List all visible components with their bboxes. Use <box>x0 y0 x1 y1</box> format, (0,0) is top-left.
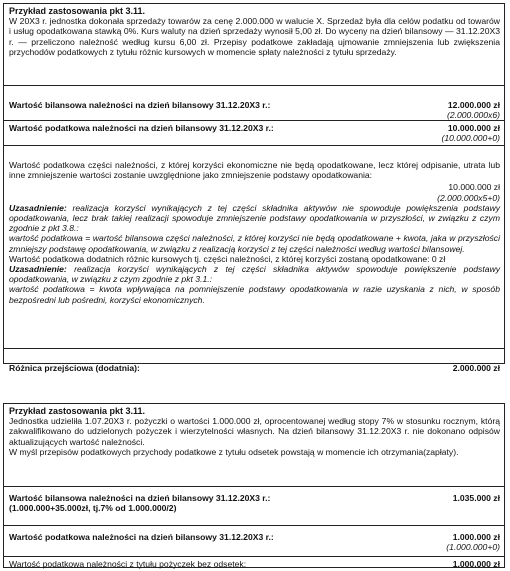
loan-tax-amount: 1.000.000 zł <box>452 532 500 542</box>
formula-1: wartość podatkowa = wartość bilansowa części należności, z której korzyści nie będą opodatkowane + kwota, jaka w przyszłości zmniejszy podstawę opodatkowania, w związku z realizacją korzyści z tej części należności według wartości bilansowej. <box>9 233 500 254</box>
example-2-box <box>3 403 505 568</box>
loan-tax-row <box>9 532 500 542</box>
balance-label: Wartość bilansowa należności na dzień bilansowy 31.12.20X3 r.: <box>9 100 271 110</box>
justification-2-label: Uzasadnienie: <box>9 264 67 275</box>
diff-row <box>9 363 500 373</box>
example-1-title: Przykład zastosowania pkt 3.11. <box>9 6 146 16</box>
balance-row <box>9 100 500 110</box>
part-text: Wartość podatkowa części należności, z której korzyści ekonomiczne nie będą opodatkowane, lecz której odpisanie, utrata lub inne zmniejszenie wartości zostanie uwzględnione jako zmniejszenie podstawy opodatkowania: <box>9 160 500 181</box>
example-1-box <box>3 3 505 373</box>
loan-balance-amount: 1.035.000 zł <box>452 493 500 503</box>
example-2-intro: Jednostka udzieliła 1.07.20X3 r. pożyczki o wartości 1.000.000 zł, oprocentowanej według stopy 7% w stosunku rocznym, którą zakwalifikowano do udzielonych pożyczek i wierzytelności własnych. Na dzień bilansowy 31.12.20X3 r. nie dokonano odpisów aktualizujących wartość należności. <box>9 416 500 447</box>
loan-balance-row <box>9 493 500 513</box>
example-2-intro-2: W myśl przepisów podatkowych przychody podatkowe z tytułu odsetek powstają w momencie ich otrzymania(zapłaty). <box>9 446 459 457</box>
loan-balance-label: Wartość bilansowa należności na dzień bilansowy 31.12.20X3 r.: <box>9 493 271 503</box>
formula-2: wartość podatkowa = kwota wpływająca na pomniejszenie podstawy opodatkowania w razie uzyskania z nich, w sposób bezpośredni lub pośredni, korzyści ekonomicznych. <box>9 284 500 305</box>
diff-amount: 2.000.000 zł <box>452 363 500 373</box>
example-2-balance-section <box>4 486 504 525</box>
justification-2-text: realizacja korzyści wynikających z tej części składnika aktywów spowoduje powiększenie podstawy opodatkowania, w związku z czym zgodnie z pkt 3.1.: <box>9 264 500 285</box>
justification-1-label: Uzasadnienie: <box>9 202 67 213</box>
example-1-intro: W 20X3 r. jednostka dokonała sprzedaży towarów za cenę 2.000.000 w walucie X. Sprzedaż była dla celów podatku od towarów i usług opodatkowana stawką 0%. Kurs waluty na dzień sprzedaży wynosił 5,00 zł. Do wyceny na dzień bilansowy — 31.12.20X3 r. — przeliczono należność według kursu 6,00 zł. Przepisy podatkowe zakładają ujmowanie zmniejszenia lub zwiększenia przychodów podatkowych z tytułu różnic kursowych w momencie spłaty należności z tytułu sprzedaży. <box>9 16 500 57</box>
balance-amount: 12.000.000 zł <box>447 100 500 110</box>
loan-balance-calc: (1.000.000+35.000zł, tj.7% od 1.000.000/2) <box>9 503 177 514</box>
part-calc: (2.000.000x5+0) <box>437 192 500 203</box>
justification-1 <box>9 203 500 234</box>
justification-2 <box>9 264 500 284</box>
example-1-intro-section <box>4 4 504 85</box>
diff-label: Różnica przejściowa (dodatnia): <box>9 363 140 373</box>
balance-calc: (2.000.000x6) <box>446 110 500 121</box>
loan-row <box>9 559 500 569</box>
justification-1-text: realizacja korzyści wynikających z tej części składnika aktywów nie spowoduje powiększenia podstawy opodatkowania, lecz brak takiej realizacji spowoduje zmniejszenie podstawy opodatkowania w przyszłości, w związku z czym zgodnie z pkt 3.8.: <box>9 202 500 234</box>
tax-label: Wartość podatkowa należności na dzień bilansowy 31.12.20X3 r.: <box>9 123 274 133</box>
loan-tax-calc: (1.000.000+0) <box>446 542 500 553</box>
example-2-loan-section <box>4 556 504 571</box>
example-1-diff-section <box>4 348 504 375</box>
part-amount: 10.000.000 zł <box>448 182 500 193</box>
example-2-tax-section <box>4 525 504 556</box>
loan-label: Wartość podatkowa należności z tytułu pożyczek bez odsetek: <box>9 559 247 569</box>
tax-calc: (10.000.000+0) <box>441 133 500 144</box>
example-1-detail-section <box>4 145 504 348</box>
example-1-tax-section <box>4 120 504 145</box>
tax-amount: 10.000.000 zł <box>447 123 500 133</box>
loan-amount: 1.000.000 zł <box>452 559 500 569</box>
positive-diff-text: Wartość podatkowa dodatnich różnic kursowych tj. części należności, z której korzyści zostaną opodatkowane: 0 zł <box>9 253 446 264</box>
example-1-balance-section <box>4 85 504 120</box>
tax-row <box>9 123 500 133</box>
loan-tax-label: Wartość podatkowa należności na dzień bilansowy 31.12.20X3 r.: <box>9 532 274 542</box>
example-2-title: Przykład zastosowania pkt 3.11. <box>9 406 146 416</box>
example-2-intro-section <box>4 404 504 486</box>
